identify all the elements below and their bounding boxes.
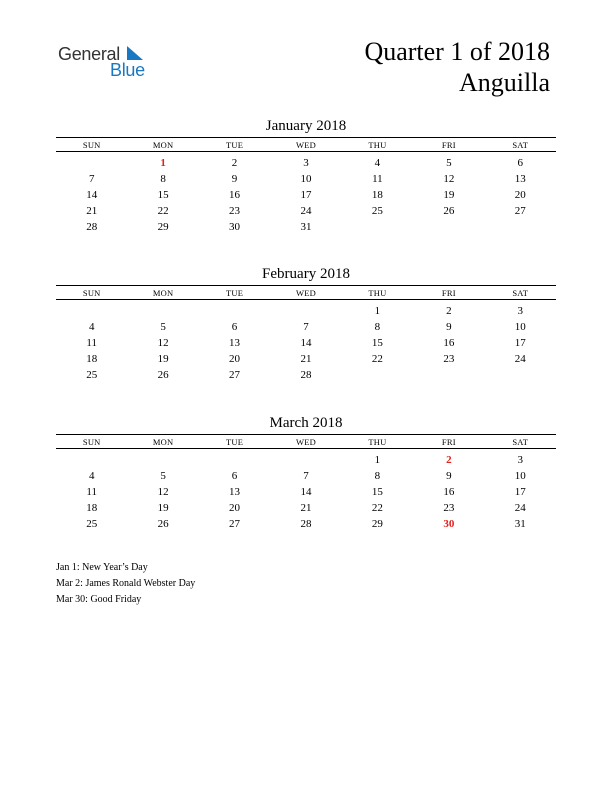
weekday-label: SAT [512,139,529,150]
weekday-label: MON [152,436,174,447]
day-cell: 10 [300,173,312,185]
logo-triangle-icon [127,46,143,60]
weekday-label: FRI [441,287,456,298]
weekday-label: WED [295,436,316,447]
page-title: Quarter 1 of 2018 [364,37,550,66]
day-cell: 8 [374,321,381,333]
weekday-header [56,285,556,300]
day-cell: 22 [371,502,383,514]
month-title: January 2018 [265,118,347,134]
weekday-label: TUE [225,139,244,150]
day-cell: 25 [371,205,383,217]
day-cell: 14 [86,189,98,201]
day-cell: 9 [231,173,238,185]
day-cell: 12 [157,337,169,349]
day-cell: 28 [300,369,312,381]
day-cell: 13 [229,337,241,349]
day-cell: 11 [86,486,97,498]
day-cell: 14 [300,486,312,498]
day-cell: 15 [371,486,383,498]
day-cell: 21 [300,353,312,365]
day-cell: 21 [300,502,312,514]
title-block [364,36,550,98]
logo-general-text: General [58,44,120,64]
day-cell: 5 [160,321,166,333]
day-cell: 20 [229,353,241,365]
day-cell: 3 [303,157,309,169]
day-cell: 15 [371,337,383,349]
day-cell: 23 [443,502,455,514]
day-cell: 29 [157,221,169,233]
day-cell: 23 [229,205,241,217]
day-cell: 1 [160,157,166,169]
day-cell: 4 [88,321,95,333]
day-cell: 26 [157,518,169,530]
day-cell: 2 [231,157,238,169]
day-cell: 2 [446,454,452,466]
day-cell: 1 [374,305,381,317]
day-cell: 8 [374,470,381,482]
weekday-label: THU [368,287,387,298]
weekday-label: TUE [225,436,244,447]
holiday-list [56,560,195,608]
day-cell: 24 [514,353,526,365]
weekday-label: FRI [441,436,456,447]
week-row [56,500,556,516]
day-cell: 19 [157,353,169,365]
weekday-label: SUN [82,139,101,150]
day-cell: 16 [443,486,455,498]
day-cell: 18 [86,353,98,365]
day-cell: 16 [229,189,241,201]
day-cell: 6 [231,470,238,482]
day-cell: 4 [374,157,381,169]
logo-blue-text: Blue [110,60,145,80]
month-calendar-march [56,413,556,532]
week-row [56,203,556,219]
day-cell: 13 [229,486,241,498]
day-cell: 15 [157,189,169,201]
week-row [56,219,556,235]
logo [58,44,168,84]
day-cell: 17 [300,189,312,201]
day-cell: 25 [86,518,98,530]
day-cell: 26 [157,369,169,381]
weekday-label: WED [295,287,316,298]
day-cell: 6 [231,321,238,333]
day-cell: 27 [229,369,241,381]
day-cell: 20 [229,502,241,514]
weekday-label: SAT [512,436,529,447]
day-cell: 19 [157,502,169,514]
month-title: February 2018 [262,266,350,282]
holiday-item: Mar 30: Good Friday [56,594,142,605]
day-cell: 28 [300,518,312,530]
day-cell: 3 [517,305,523,317]
day-cell: 4 [88,470,95,482]
day-cell: 30 [443,518,455,530]
day-cell: 26 [443,205,455,217]
week-row [56,484,556,500]
weekday-label: WED [295,139,316,150]
month-title: March 2018 [269,415,343,431]
day-cell: 2 [446,305,452,317]
day-cell: 18 [86,502,98,514]
month-weeks [56,152,556,235]
weekday-label: TUE [225,287,244,298]
week-row [56,171,556,187]
country-name: Anguilla [459,68,550,97]
weekday-header [56,137,556,152]
day-cell: 10 [514,321,526,333]
weekday-label: SUN [82,287,101,298]
weekday-header [56,434,556,449]
day-cell: 11 [86,337,97,349]
week-row [56,335,556,351]
day-cell: 22 [371,353,383,365]
week-row [56,452,556,468]
day-cell: 14 [300,337,312,349]
day-cell: 24 [300,205,312,217]
day-cell: 5 [160,470,166,482]
month-weeks [56,300,556,383]
weekday-label: THU [368,436,387,447]
week-row [56,303,556,319]
day-cell: 6 [517,157,523,169]
holiday-item: Jan 1: New Year’s Day [56,562,148,573]
day-cell: 9 [446,470,452,482]
month-calendar-january [56,116,556,235]
day-cell: 24 [514,502,526,514]
day-cell: 1 [374,454,381,466]
day-cell: 22 [157,205,169,217]
day-cell: 3 [517,454,523,466]
day-cell: 12 [157,486,169,498]
day-cell: 25 [86,369,98,381]
day-cell: 17 [514,337,526,349]
day-cell: 27 [514,205,526,217]
month-weeks [56,449,556,532]
day-cell: 20 [514,189,526,201]
weekday-label: THU [368,139,387,150]
day-cell: 9 [446,321,452,333]
day-cell: 8 [160,173,166,185]
month-calendar-february [56,264,556,383]
week-row [56,367,556,383]
day-cell: 13 [514,173,526,185]
week-row [56,155,556,171]
day-cell: 31 [514,518,526,530]
day-cell: 5 [446,157,452,169]
day-cell: 18 [371,189,383,201]
week-row [56,516,556,532]
week-row [56,187,556,203]
weekday-label: FRI [441,139,456,150]
week-row [56,319,556,335]
day-cell: 28 [86,221,98,233]
day-cell: 27 [229,518,241,530]
day-cell: 7 [303,321,309,333]
day-cell: 7 [303,470,309,482]
day-cell: 7 [88,173,95,185]
day-cell: 12 [443,173,455,185]
weekday-label: MON [152,287,174,298]
day-cell: 17 [514,486,526,498]
day-cell: 23 [443,353,455,365]
weekday-label: SAT [512,287,529,298]
week-row [56,468,556,484]
weekday-label: MON [152,139,174,150]
week-row [56,351,556,367]
holiday-item: Mar 2: James Ronald Webster Day [56,578,196,589]
day-cell: 30 [229,221,241,233]
day-cell: 11 [372,173,383,185]
day-cell: 10 [514,470,526,482]
day-cell: 29 [371,518,383,530]
weekday-label: SUN [82,436,101,447]
day-cell: 19 [443,189,455,201]
day-cell: 31 [300,221,312,233]
day-cell: 16 [443,337,455,349]
day-cell: 21 [86,205,98,217]
